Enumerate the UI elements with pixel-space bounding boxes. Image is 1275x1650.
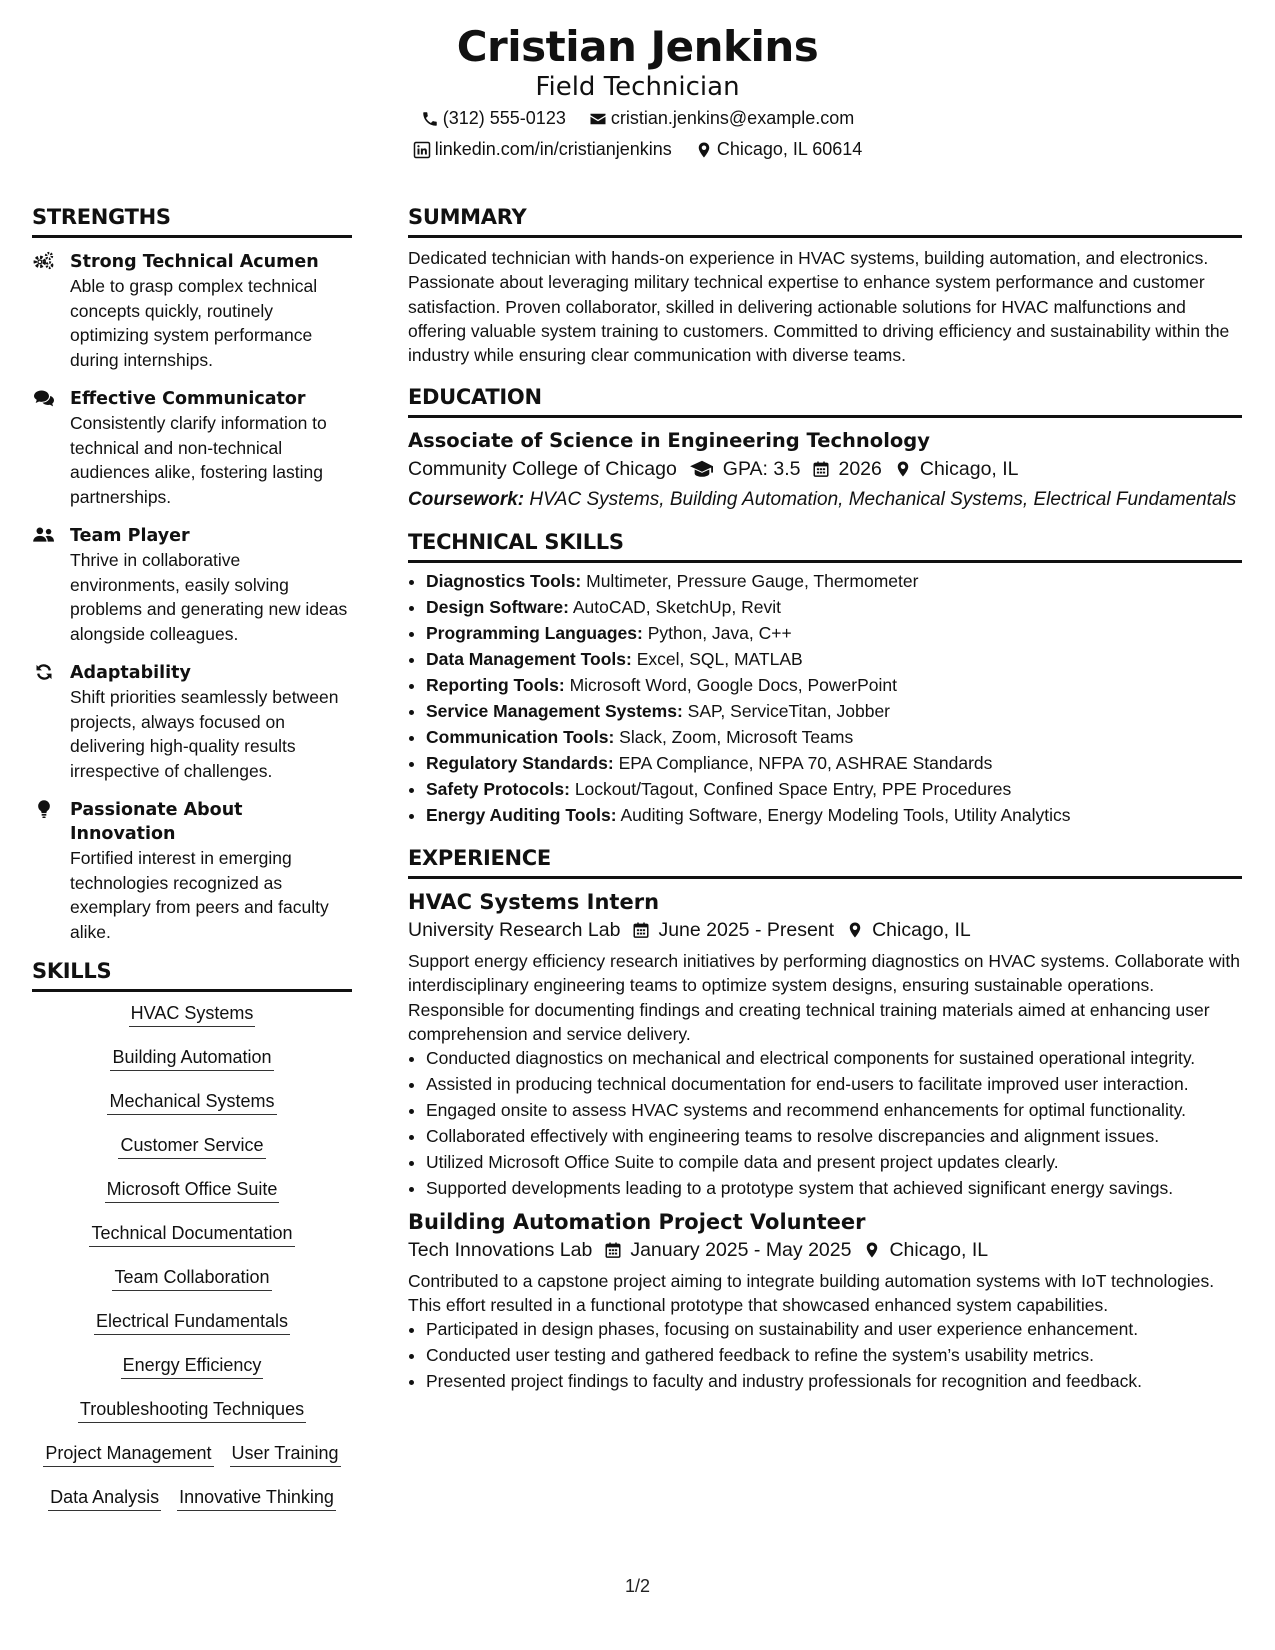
- job-entry: [408, 1209, 1242, 1394]
- job-description: Contributed to a capstone project aiming to integrate building automation systems with IoT technologies. This effort resulted in a functional prototype that showcased enhanced system capabilities.: [408, 1270, 1215, 1315]
- list-item: • Engaged onsite to assess HVAC systems and recommend enhancements for optimal functionality.: [426, 1098, 1242, 1123]
- email-text: cristian.jenkins@example.com: [610, 108, 855, 128]
- list-item: [426, 647, 1242, 672]
- list-item: • Assisted in producing technical documentation for end-users to facilitate improved user interaction.: [426, 1072, 1242, 1097]
- summary-text: Dedicated technician with hands-on experience in HVAC systems, building automation, and electronics. Passionate about leveraging military technical expertise to enhance system performance and customer satisfaction. Proven collaborator, skilled in delivering actionable solutions for HVAC malfunctions and offering valuable system training to customers. Committed to driving efficiency and sustainability within the industry while ensuring clear communication with diverse teams.: [408, 248, 1230, 366]
- skill-value: EPA Compliance, NFPA 70, ASHRAE Standards: [618, 753, 993, 774]
- map-pin-icon: [695, 141, 713, 159]
- strength-desc: Fortified interest in emerging technologies recognized as exemplary from peers and faculty alike.: [70, 848, 329, 942]
- skill-value: Multimeter, Pressure Gauge, Thermometer: [586, 571, 919, 592]
- school-name: Community College of Chicago: [408, 458, 677, 481]
- calendar-icon: [604, 1241, 622, 1259]
- map-pin-icon: [894, 460, 912, 478]
- graduation-year: [812, 454, 881, 484]
- strength-title: Passionate About Innovation: [70, 800, 243, 844]
- skill-tag: Microsoft Office Suite: [105, 1176, 280, 1203]
- job-bullets: [408, 1317, 1242, 1394]
- skill-tag: Electrical Fundamentals: [94, 1308, 290, 1335]
- list-item: [426, 621, 1242, 646]
- list-item: [426, 699, 1242, 724]
- job-org: University Research Lab: [408, 918, 621, 941]
- coursework: [408, 488, 1242, 512]
- job-title: HVAC Systems Intern: [408, 889, 660, 914]
- technical-skills-list: [408, 569, 1242, 828]
- strength-desc: Thrive in collaborative environments, easily solving problems and generating new ideas alongside colleagues.: [70, 550, 348, 644]
- education-meta: [408, 454, 1242, 484]
- strength-item: [32, 250, 352, 372]
- location-text: Chicago, IL: [889, 1238, 989, 1261]
- phone-icon: [421, 110, 439, 128]
- list-item: • Participated in design phases, focusing on sustainability and user experience enhancement.: [426, 1317, 1242, 1342]
- skill-value: AutoCAD, SketchUp, Revit: [572, 597, 781, 618]
- job-meta: [408, 915, 1242, 945]
- gpa: [689, 454, 801, 484]
- list-item: [426, 595, 1242, 620]
- page-number: 1/2: [624, 1576, 651, 1596]
- skill-label: Safety Protocols:: [426, 779, 570, 800]
- skill-tag: User Training: [230, 1440, 341, 1467]
- skill-label: Reporting Tools:: [426, 675, 565, 696]
- list-item: [426, 751, 1242, 776]
- job-org: Tech Innovations Lab: [408, 1238, 593, 1261]
- skill-label: Regulatory Standards:: [426, 753, 614, 774]
- strength-item: [32, 387, 352, 509]
- list-item: • Presented project findings to faculty and industry professionals for recognition and feedback.: [426, 1369, 1242, 1394]
- strength-title: Team Player: [70, 526, 190, 546]
- location-text: Chicago, IL: [919, 458, 1019, 481]
- skill-label: Energy Auditing Tools:: [426, 805, 617, 826]
- job-description: Support energy efficiency research initiatives by performing diagnostics on HVAC systems. Collaborate with interdisciplinary engineering teams to optimize system designs, ensuring sustainable operations. Responsible for documenting findings and creating technical training materials aimed at enhancing user comprehension and service delivery.: [408, 950, 1240, 1044]
- strength-desc: Able to grasp complex technical concepts quickly, routinely optimizing system performance during internships.: [70, 276, 318, 370]
- users-icon: [32, 525, 58, 547]
- skill-tag: Technical Documentation: [89, 1220, 294, 1247]
- list-item: [426, 673, 1242, 698]
- skill-value: Excel, SQL, MATLAB: [636, 649, 803, 670]
- strength-item: [32, 524, 352, 646]
- skill-label: Data Management Tools:: [426, 649, 632, 670]
- skill-tag: Building Automation: [110, 1044, 273, 1071]
- phone-text: (312) 555-0123: [442, 108, 566, 128]
- envelope-icon: [589, 110, 607, 128]
- degree-title: Associate of Science in Engineering Technology: [408, 429, 930, 453]
- list-item: • Utilized Microsoft Office Suite to compile data and present project updates clearly.: [426, 1150, 1242, 1175]
- gears-icon: [32, 251, 58, 273]
- skill-tag: Customer Service: [118, 1132, 265, 1159]
- contact-linkedin[interactable]: [413, 139, 672, 160]
- summary-heading: SUMMARY: [408, 205, 1242, 238]
- sync-icon: [32, 662, 58, 684]
- contact-row-2: [0, 139, 1275, 164]
- calendar-icon: [632, 921, 650, 939]
- education-heading: EDUCATION: [408, 385, 1242, 418]
- contact-location: [695, 139, 862, 160]
- skills-heading: SKILLS: [32, 959, 352, 992]
- job-location: [863, 1235, 988, 1265]
- job-title: Building Automation Project Volunteer: [408, 1209, 866, 1234]
- skill-value: Microsoft Word, Google Docs, PowerPoint: [569, 675, 898, 696]
- strength-title: Strong Technical Acumen: [70, 252, 319, 272]
- skill-value: Lockout/Tagout, Confined Space Entry, PPE Procedures: [574, 779, 1012, 800]
- experience-heading: EXPERIENCE: [408, 846, 1242, 879]
- skill-label: Service Management Systems:: [426, 701, 683, 722]
- skill-label: Diagnostics Tools:: [426, 571, 582, 592]
- list-item: • Conducted diagnostics on mechanical and electrical components for sustained operational integrity.: [426, 1046, 1242, 1071]
- linkedin-icon: [413, 141, 431, 159]
- skill-tag: Mechanical Systems: [107, 1088, 276, 1115]
- coursework-text: HVAC Systems, Building Automation, Mechanical Systems, Electrical Fundamentals: [529, 489, 1237, 511]
- job-entry: [408, 889, 1242, 1201]
- strength-desc: Shift priorities seamlessly between projects, always focused on delivering high-quality results irrespective of challenges.: [70, 687, 339, 781]
- location-text: Chicago, IL: [872, 918, 971, 941]
- skill-tag: Project Management: [43, 1440, 213, 1467]
- skill-label: Programming Languages:: [426, 623, 643, 644]
- contact-row-1: [0, 108, 1275, 133]
- dates-text: January 2025 - May 2025: [630, 1238, 852, 1261]
- strength-item: [32, 798, 352, 944]
- lightbulb-icon: [32, 799, 58, 821]
- strength-desc: Consistently clarify information to technical and non-technical audiences alike, fostering lasting partnerships.: [70, 413, 327, 507]
- skill-label: Design Software:: [426, 597, 569, 618]
- list-item: • Conducted user testing and gathered feedback to refine the system’s usability metrics.: [426, 1343, 1242, 1368]
- skill-label: Communication Tools:: [426, 727, 615, 748]
- skill-tag: Data Analysis: [48, 1484, 161, 1511]
- skill-value: SAP, ServiceTitan, Jobber: [687, 701, 890, 722]
- skill-tag: HVAC Systems: [129, 1000, 256, 1027]
- strengths-heading: STRENGTHS: [32, 205, 352, 238]
- map-pin-icon: [846, 921, 864, 939]
- skill-value: Python, Java, C++: [647, 623, 792, 644]
- list-item: [426, 725, 1242, 750]
- education-section: [408, 385, 1242, 512]
- job-location: [846, 915, 971, 945]
- left-column: [32, 205, 352, 1528]
- job-meta: [408, 1235, 1242, 1265]
- calendar-icon: [812, 460, 830, 478]
- contact-phone[interactable]: [421, 108, 566, 129]
- right-column: [408, 205, 1242, 1395]
- candidate-name: Cristian Jenkins: [456, 22, 819, 71]
- skill-value: Auditing Software, Energy Modeling Tools, Utility Analytics: [620, 805, 1071, 826]
- job-dates: [604, 1235, 851, 1265]
- list-item: • Supported developments leading to a prototype system that achieved significant energy savings.: [426, 1176, 1242, 1201]
- job-dates: [632, 915, 834, 945]
- strength-title: Effective Communicator: [70, 389, 306, 409]
- skill-tag: Team Collaboration: [112, 1264, 271, 1291]
- location-text: Chicago, IL 60614: [716, 139, 863, 159]
- list-item: [426, 569, 1242, 594]
- strength-title: Adaptability: [70, 663, 191, 683]
- skill-value: Slack, Zoom, Microsoft Teams: [619, 727, 854, 748]
- strengths-section: [32, 205, 352, 944]
- summary-section: [408, 205, 1242, 367]
- experience-section: [408, 846, 1242, 1394]
- skill-tag: Troubleshooting Techniques: [78, 1396, 306, 1423]
- education-location: [894, 454, 1019, 484]
- linkedin-text: linkedin.com/in/cristianjenkins: [434, 139, 672, 159]
- candidate-title: Field Technician: [535, 72, 740, 102]
- graduation-cap-icon: [689, 458, 715, 480]
- strength-item: [32, 661, 352, 783]
- list-item: [426, 777, 1242, 802]
- chat-icon: [32, 388, 58, 410]
- technical-skills-heading: TECHNICAL SKILLS: [408, 530, 1242, 563]
- skill-tag: Energy Efficiency: [121, 1352, 264, 1379]
- list-item: [426, 803, 1242, 828]
- dates-text: June 2025 - Present: [658, 918, 835, 941]
- year-text: 2026: [838, 458, 882, 481]
- coursework-label: Coursework:: [408, 489, 525, 511]
- skills-list: [32, 992, 352, 1513]
- contact-email[interactable]: [589, 108, 854, 129]
- map-pin-icon: [863, 1241, 881, 1259]
- skill-tag: Innovative Thinking: [177, 1484, 336, 1511]
- technical-skills-section: [408, 530, 1242, 828]
- job-bullets: [408, 1046, 1242, 1201]
- gpa-text: GPA: 3.5: [722, 458, 801, 481]
- list-item: • Collaborated effectively with engineering teams to resolve discrepancies and alignment issues.: [426, 1124, 1242, 1149]
- skills-section: [32, 959, 352, 1513]
